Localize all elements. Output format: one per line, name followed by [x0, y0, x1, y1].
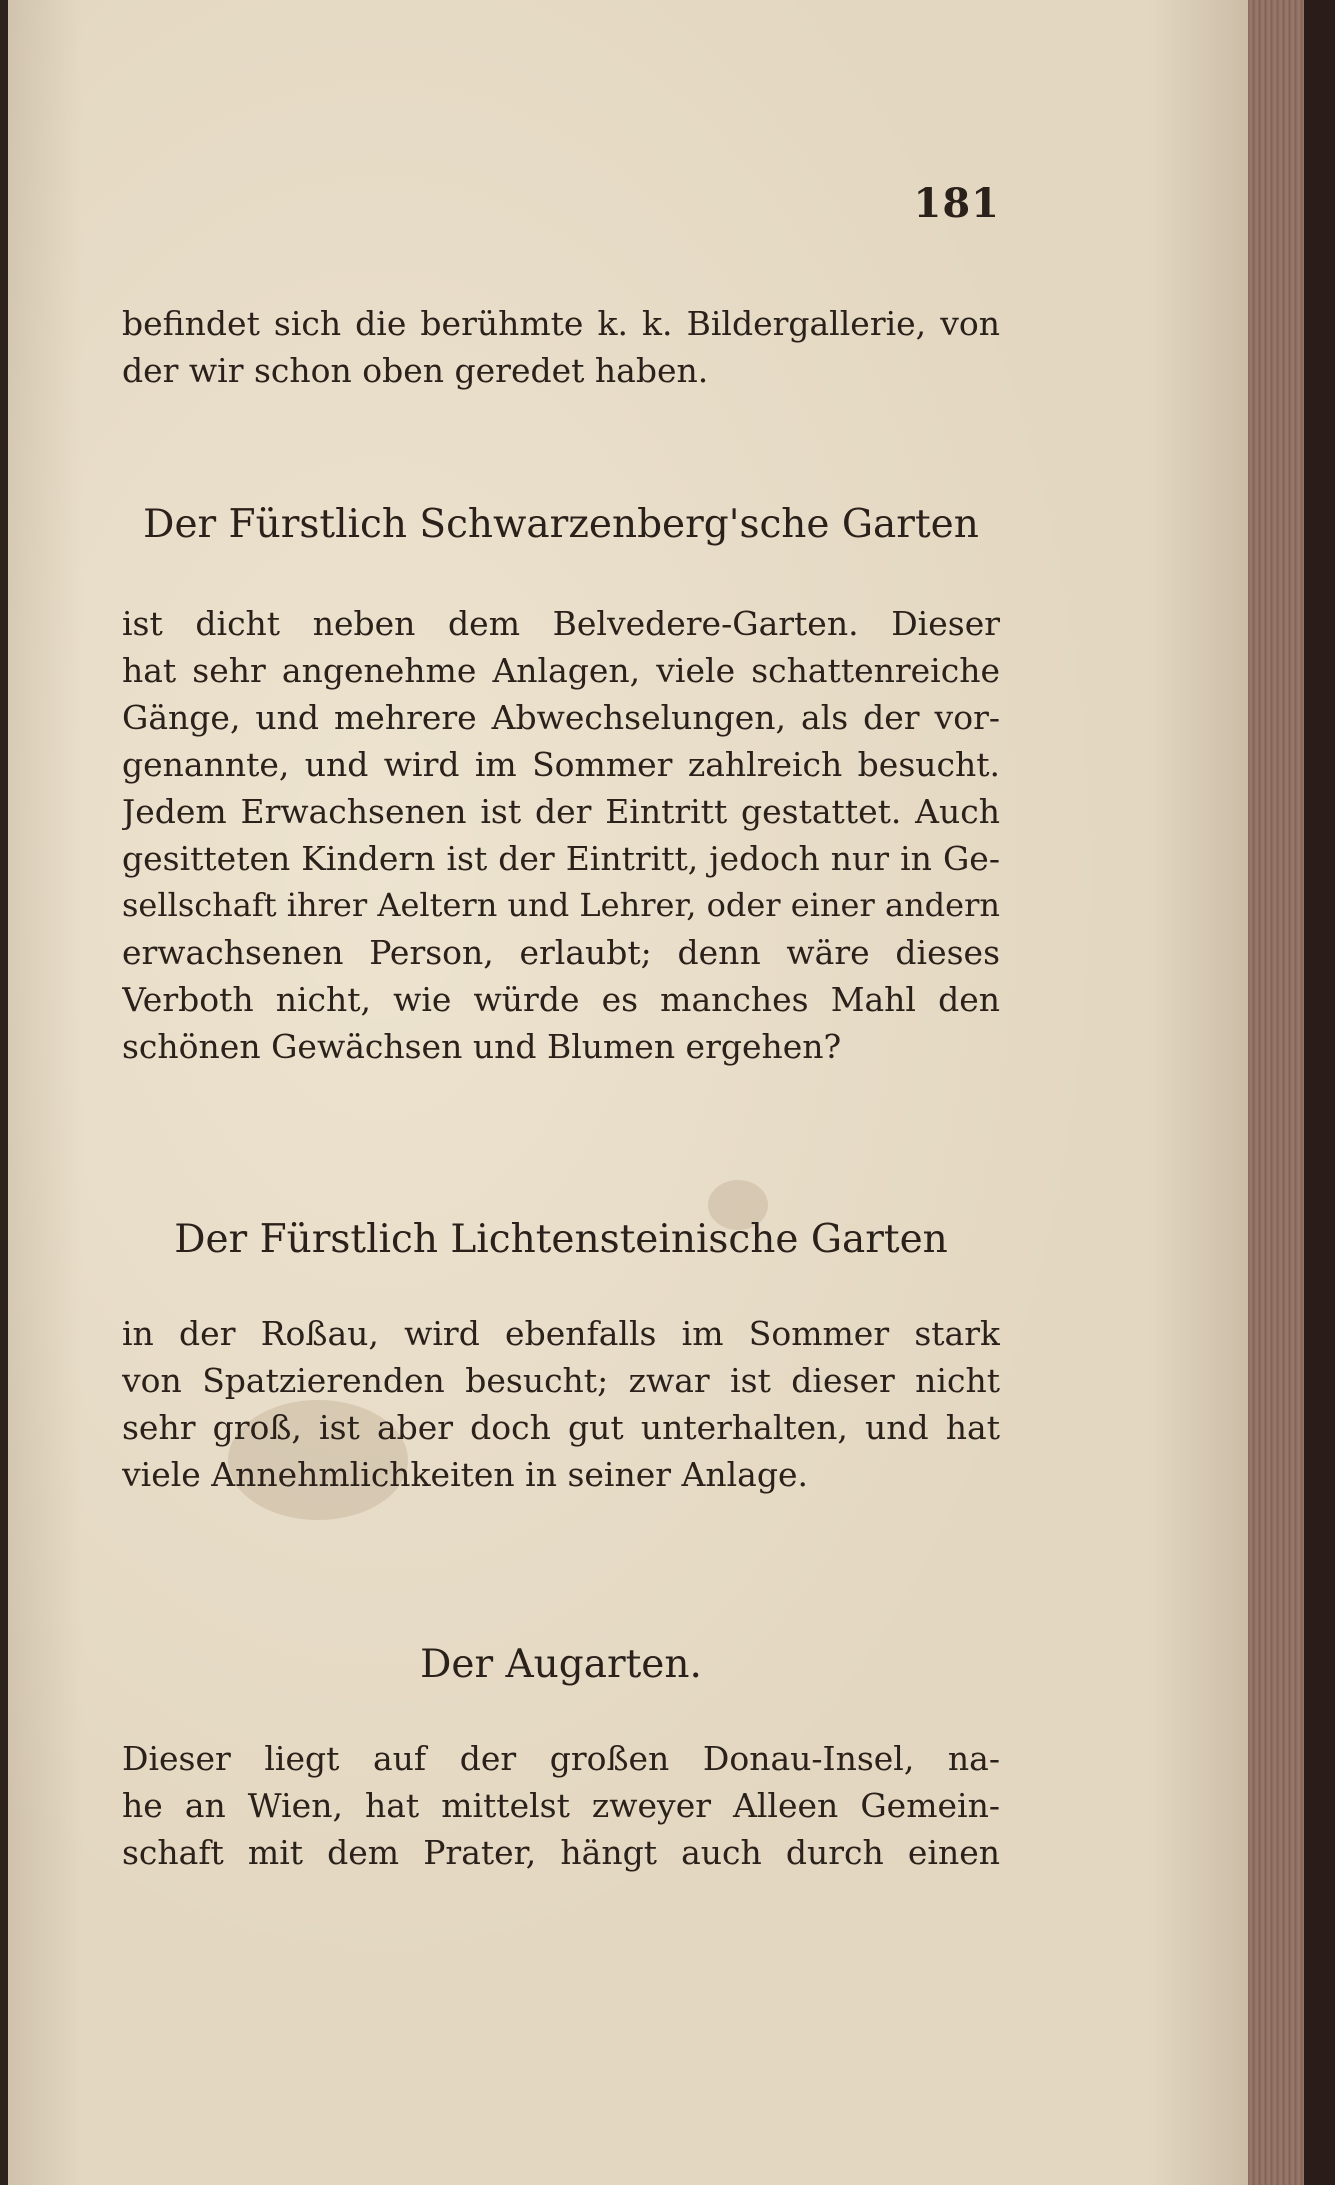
text-line: Dieser liegt auf der großen Donau-Insel, na-	[122, 1739, 1000, 1778]
text-line: genannte, und wird im Sommer zahlreich besucht.	[122, 745, 1000, 784]
text-line: Verboth nicht, wie würde es manches Mahl den	[122, 980, 1000, 1019]
text-line: der wir schon oben geredet haben.	[122, 351, 709, 390]
intro-paragraph	[122, 300, 1000, 394]
page-fore-edge	[1248, 0, 1304, 2185]
text-line: erwachsenen Person, erlaubt; denn wäre dieses	[122, 933, 1000, 972]
text-line: schaft mit dem Prater, hängt auch durch einen	[122, 1833, 1000, 1872]
text-line: ist dicht neben dem Belvedere-Garten. Dieser	[122, 604, 1000, 643]
section-paragraph	[122, 1310, 1000, 1498]
section-paragraph	[122, 600, 1000, 1070]
page-number: 181	[913, 180, 1000, 227]
text-line: he an Wien, hat mittelst zweyer Alleen Gemein-	[122, 1786, 1000, 1825]
text-line: Gänge, und mehrere Abwechselungen, als der vor-	[122, 698, 1000, 737]
text-line: hat sehr angenehme Anlagen, viele schattenreiche	[122, 651, 1000, 690]
text-line: von Spatzierenden besucht; zwar ist dieser nicht	[122, 1361, 1000, 1400]
section-paragraph	[122, 1735, 1000, 1876]
text-line: gesitteten Kindern ist der Eintritt, jedoch nur in Ge-	[122, 839, 1000, 878]
text-line: in der Roßau, wird ebenfalls im Sommer stark	[122, 1314, 1000, 1353]
text-line: viele Annehmlichkeiten in seiner Anlage.	[122, 1455, 808, 1494]
section-heading: Der Augarten.	[420, 1642, 702, 1687]
text-line: Jedem Erwachsenen ist der Eintritt gestattet. Auch	[122, 792, 1000, 831]
text-line: befindet sich die berühmte k. k. Bildergallerie, von	[122, 304, 1000, 343]
section-heading: Der Fürstlich Lichtensteinische Garten	[174, 1217, 948, 1262]
book-cover-edge	[1304, 0, 1335, 2185]
section-heading: Der Fürstlich Schwarzenberg'sche Garten	[143, 502, 979, 547]
text-line: sellschaft ihrer Aeltern und Lehrer, oder einer andern	[122, 886, 1000, 924]
text-line: schönen Gewächsen und Blumen ergehen?	[122, 1027, 842, 1066]
text-line: sehr groß, ist aber doch gut unterhalten, und hat	[122, 1408, 1000, 1447]
